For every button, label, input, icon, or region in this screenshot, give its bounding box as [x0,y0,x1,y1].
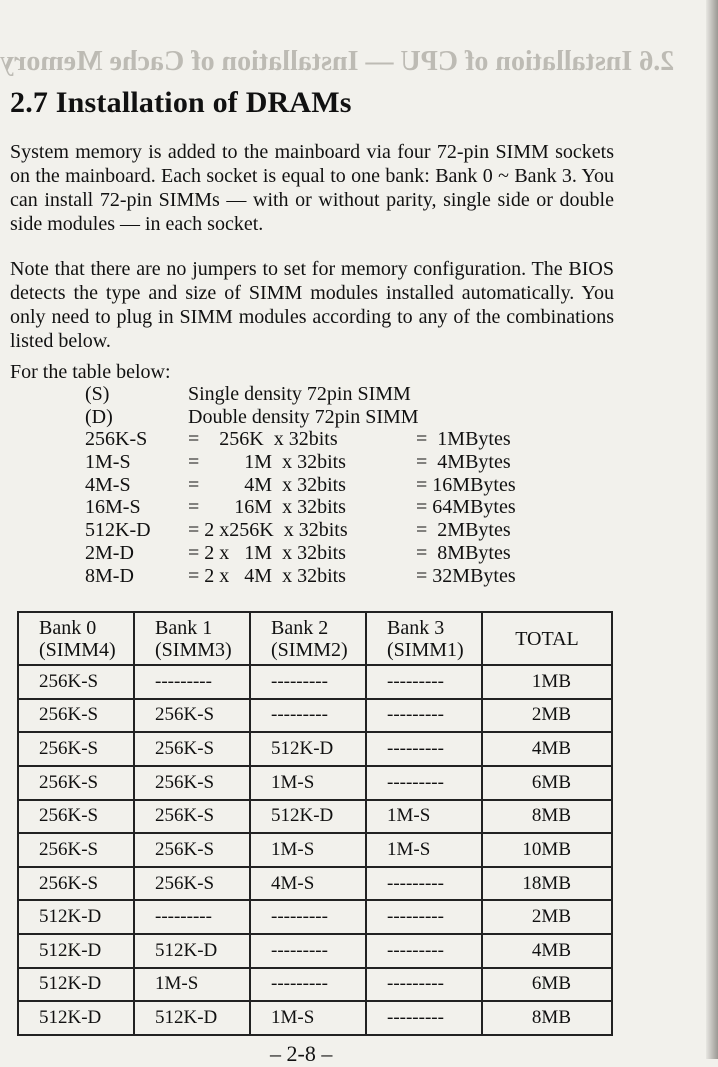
column-header-socket: (SIMM3) [155,638,232,661]
section-heading: 2.7 Installation of DRAMs [10,86,352,119]
table-row [18,1001,612,1035]
bank-cell: 256K-S [134,732,250,766]
legend-size: = 4MBytes [416,451,511,474]
total-cell: 8MB [482,800,612,834]
bleed-through-text: 2.6 Installation of CPU — Installation of Cache Memory [0,46,675,77]
legend-size [416,406,616,429]
legend-row [85,565,616,588]
legend-code: (D) [85,405,113,428]
bank-cell: 256K-S [18,833,134,867]
dram-configuration-table [17,611,613,1036]
legend-code: 4M-S [85,473,131,496]
bank-cell: 256K-S [18,766,134,800]
table-row [18,732,612,766]
table-row [18,968,612,1002]
bank-cell: 512K-D [250,732,366,766]
page-number: – 2-8 – [270,1041,333,1066]
bank-cell: --------- [250,968,366,1002]
legend-row [85,383,616,406]
legend-definition: = 1M x 32bits [188,451,346,474]
table-row [18,867,612,901]
legend-size [416,383,616,406]
column-header-socket: (SIMM1) [387,638,464,661]
bank-cell: 512K-D [134,1001,250,1035]
page-edge-shadow [706,0,718,1059]
legend-row [85,406,616,429]
column-header [18,612,134,665]
legend-definition: Double density 72pin SIMM [188,405,419,428]
bank-cell: 512K-D [250,800,366,834]
total-cell: 4MB [482,732,612,766]
legend-code: (S) [85,383,110,405]
column-header-bank: TOTAL [515,627,579,650]
bank-cell: --------- [366,900,482,934]
legend-size: = 32MBytes [416,564,516,587]
bank-cell: 1M-S [250,766,366,800]
legend-row [85,542,616,565]
bank-cell: 1M-S [366,833,482,867]
legend-size: = 64MBytes [416,496,516,519]
column-header [366,612,482,665]
legend-definition: Single density 72pin SIMM [188,383,411,405]
total-cell: 1MB [482,665,612,699]
legend-definition: = 2 x 1M x 32bits [188,541,346,564]
legend-code: 1M-S [85,451,131,474]
table-row [18,699,612,733]
bank-cell: 512K-D [18,934,134,968]
bank-cell: --------- [250,665,366,699]
bank-cell: 256K-S [134,867,250,901]
legend-definition: = 2 x256K x 32bits [188,519,348,542]
bank-cell: --------- [366,1001,482,1035]
bank-cell: --------- [250,699,366,733]
paragraph-no-jumpers: Note that there are no jumpers to set for memory configuration. The BIOS detects the type and size of SIMM modules installed automatically. You only need to plug in SIMM modules according to any of the combinations listed below. [10,258,614,352]
column-header-bank: Bank 0 [39,616,97,639]
total-cell: 2MB [482,900,612,934]
legend-definition: = 4M x 32bits [188,473,346,496]
column-header-socket: (SIMM2) [271,638,348,661]
bank-cell: --------- [366,867,482,901]
bank-cell: 512K-D [18,900,134,934]
legend-code: 16M-S [85,496,141,519]
total-cell: 6MB [482,766,612,800]
bank-cell: 4M-S [250,867,366,901]
bank-cell: --------- [366,732,482,766]
legend-row [85,428,616,451]
bank-cell: 1M-S [250,1001,366,1035]
bank-cell: 256K-S [18,867,134,901]
column-header-bank: Bank 2 [271,616,329,639]
bank-cell: 256K-S [18,699,134,733]
bank-cell: 512K-D [18,1001,134,1035]
legend-row [85,496,616,519]
table-row [18,766,612,800]
bank-cell: --------- [250,900,366,934]
column-header [134,612,250,665]
simm-legend [85,383,616,587]
table-row [18,665,612,699]
total-cell: 8MB [482,1001,612,1035]
bank-cell: 256K-S [18,665,134,699]
column-header-socket: (SIMM4) [39,638,116,661]
legend-definition: = 16M x 32bits [188,496,346,519]
table-intro: For the table below: [10,361,171,383]
legend-row [85,519,616,542]
legend-code: 8M-D [85,564,134,587]
legend-size: = 2MBytes [416,519,511,542]
legend-size: = 8MBytes [416,541,511,564]
legend-size: = 16MBytes [416,473,516,496]
total-cell: 18MB [482,867,612,901]
bank-cell: 1M-S [250,833,366,867]
bank-cell: --------- [366,934,482,968]
total-cell: 10MB [482,833,612,867]
bank-cell: --------- [134,665,250,699]
column-header [250,612,366,665]
table-row [18,900,612,934]
bank-cell: --------- [134,900,250,934]
bank-cell: 512K-D [134,934,250,968]
legend-size: = 1MBytes [416,428,511,451]
column-header [482,612,612,665]
bank-cell: 256K-S [18,800,134,834]
total-cell: 2MB [482,699,612,733]
bank-cell: --------- [366,766,482,800]
bank-cell: 256K-S [134,766,250,800]
bank-cell: --------- [366,665,482,699]
legend-code: 256K-S [85,428,148,451]
table-row [18,800,612,834]
bank-cell: 256K-S [134,699,250,733]
bank-cell: 256K-S [134,800,250,834]
legend-definition: = 2 x 4M x 32bits [188,564,346,587]
bank-cell: 1M-S [366,800,482,834]
total-cell: 6MB [482,968,612,1002]
column-header-bank: Bank 1 [155,616,213,639]
bank-cell: 256K-S [18,732,134,766]
legend-row [85,474,616,497]
table-header-row [18,612,612,665]
bank-cell: 1M-S [134,968,250,1002]
paragraph-memory-sockets: System memory is added to the mainboard via four 72-pin SIMM sockets on the mainboard. Each socket is equal to one bank: Bank 0 ~ Bank 3. You can install 72-pin SIMMs — with or without parity, single side or double side modules — in each socket. [10,141,614,235]
legend-row [85,451,616,474]
table-row [18,833,612,867]
legend-code: 512K-D [85,519,151,542]
total-cell: 4MB [482,934,612,968]
column-header-bank: Bank 3 [387,616,445,639]
table-row [18,934,612,968]
bank-cell: --------- [366,699,482,733]
legend-definition: = 256K x 32bits [188,428,338,451]
bank-cell: --------- [250,934,366,968]
bank-cell: 512K-D [18,968,134,1002]
bank-cell: --------- [366,968,482,1002]
bank-cell: 256K-S [134,833,250,867]
legend-code: 2M-D [85,541,134,564]
